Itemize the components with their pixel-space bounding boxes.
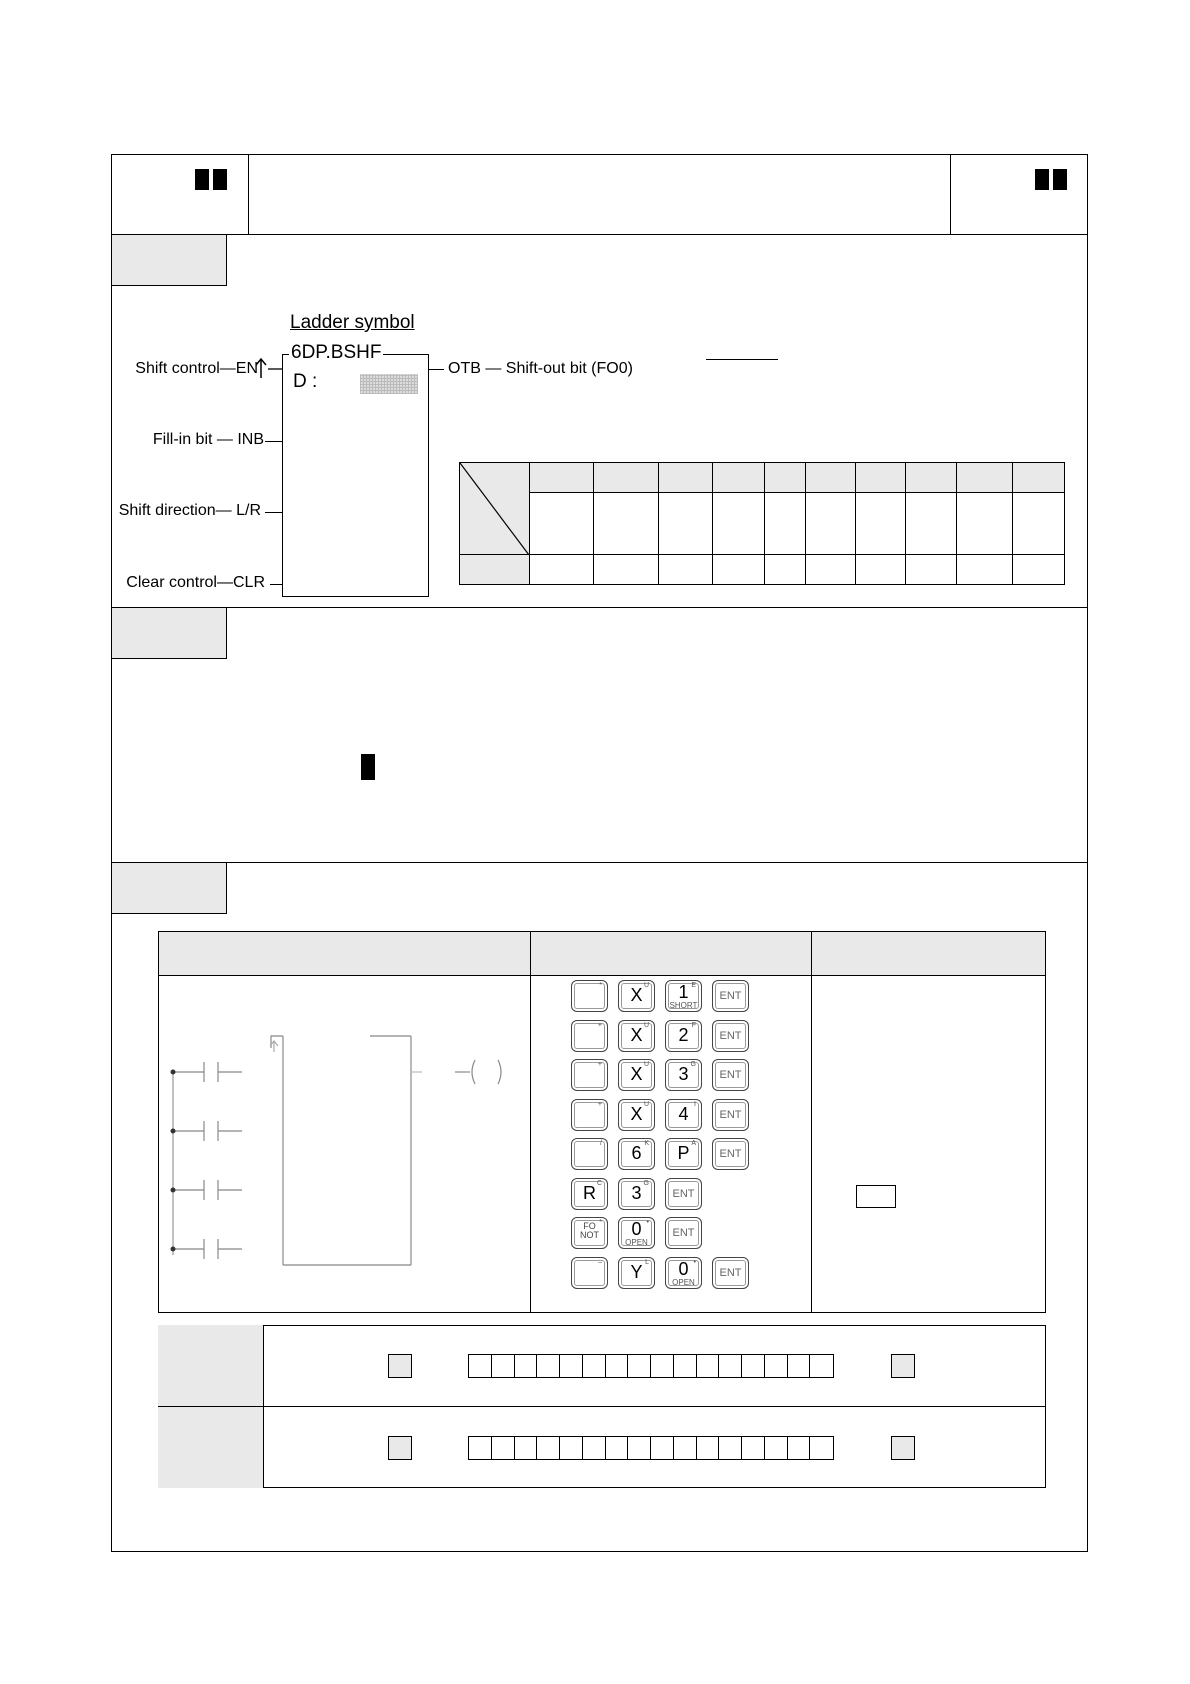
keypad-key-label: 0 — [678, 1258, 689, 1279]
fill-in-bit-box — [388, 1436, 412, 1460]
keypad-key-label: 0 — [631, 1219, 642, 1239]
keypad-key-sub: OPEN — [625, 1238, 648, 1247]
keypad-key-sup: U — [643, 1061, 649, 1068]
keypad-key[interactable] — [712, 1020, 749, 1052]
header-right-divider — [950, 154, 951, 234]
operand-label: D : — [293, 371, 318, 392]
keypad-key-sup: U — [643, 1100, 649, 1108]
keypad-key-label: 3 — [678, 1064, 689, 1084]
keypad-key-label: X — [630, 1103, 643, 1124]
bit-cell — [469, 1437, 492, 1459]
bit-cell — [537, 1355, 560, 1377]
keypad-key-label: ENT — [719, 1069, 742, 1081]
bit-cell — [810, 1355, 833, 1377]
bit-cell — [606, 1437, 629, 1459]
example-table-header — [158, 931, 1046, 976]
keypad-key-label: FO NOT — [580, 1221, 599, 1240]
keypad-sequence — [571, 980, 781, 1300]
bit-cell — [492, 1437, 515, 1459]
bit-cell — [742, 1355, 765, 1377]
keypad-key[interactable] — [571, 1059, 608, 1091]
section-tab-1 — [111, 234, 227, 286]
header-divider — [111, 234, 1088, 235]
keypad-key-sup: I — [694, 1100, 696, 1108]
bit-cell — [583, 1437, 606, 1459]
column-divider — [530, 931, 531, 1313]
keypad-key[interactable] — [665, 1217, 702, 1249]
keypad-key-label: 1 — [678, 982, 689, 1002]
operand-table — [459, 462, 1065, 585]
bit-cell — [515, 1355, 538, 1377]
pin-lr-label: Shift direction— L/R — [118, 502, 261, 519]
keypad-key[interactable] — [712, 1099, 749, 1131]
pin-line — [265, 441, 282, 442]
keypad-key[interactable] — [665, 1178, 702, 1210]
redacted-mark — [195, 169, 209, 190]
pin-inb-label: Fill-in bit — INB — [152, 431, 264, 448]
bit-cell — [697, 1355, 720, 1377]
bit-cell — [719, 1355, 742, 1377]
bit-cell — [674, 1437, 697, 1459]
header-left-divider — [248, 154, 249, 234]
keypad-key[interactable] — [571, 1020, 608, 1052]
section-tab-2 — [111, 607, 227, 659]
keypad-key-sup: G — [643, 1179, 649, 1187]
keypad-key[interactable] — [618, 1178, 655, 1210]
shift-out-bit-box — [891, 1354, 915, 1378]
bit-cell — [742, 1437, 765, 1459]
keypad-key-sup: F — [691, 1021, 696, 1029]
section-divider — [111, 607, 1088, 608]
keypad-key-label: ENT — [672, 1227, 695, 1239]
bit-cell — [515, 1437, 538, 1459]
keypad-key-label: ENT — [719, 1148, 742, 1160]
keypad-key[interactable] — [618, 1099, 655, 1131]
bit-cell — [765, 1355, 788, 1377]
column-divider — [811, 931, 812, 1313]
ladder-example-diagram — [160, 1030, 520, 1280]
keypad-key[interactable] — [665, 1099, 702, 1131]
keypad-key[interactable] — [712, 1059, 749, 1091]
bit-cell — [537, 1437, 560, 1459]
keypad-key[interactable] — [571, 1217, 608, 1249]
keypad-key-label: ENT — [719, 1108, 742, 1121]
keypad-key-sup: • — [646, 1219, 649, 1226]
keypad-key[interactable] — [618, 1059, 655, 1091]
bit-cell — [719, 1437, 742, 1459]
redacted-mark — [1035, 169, 1049, 190]
keypad-key-sup: U — [643, 982, 649, 989]
bit-cell — [788, 1437, 811, 1459]
keypad-key-sup: / — [600, 1140, 602, 1147]
bit-cell — [674, 1355, 697, 1377]
fill-in-bit-box — [388, 1354, 412, 1378]
keypad-key-sup: * — [599, 1219, 602, 1226]
keypad-key[interactable] — [618, 980, 655, 1012]
keypad-key-sub: OPEN — [672, 1277, 695, 1287]
bit-cell — [788, 1355, 811, 1377]
function-name: 6DP.BSHF — [291, 342, 382, 363]
redacted-mark — [361, 754, 375, 780]
operand-field[interactable] — [360, 374, 418, 394]
keypad-key-sup: U — [643, 1021, 649, 1029]
keypad-key-label: Y — [630, 1261, 643, 1282]
keypad-key-sup: G — [690, 1061, 696, 1068]
keypad-key-sup: E — [691, 982, 696, 989]
keypad-key-label: R — [583, 1182, 596, 1203]
bit-cell — [810, 1437, 833, 1459]
bit-cell — [606, 1355, 629, 1377]
redacted-mark — [213, 169, 227, 190]
bit-register-row-2 — [468, 1436, 834, 1460]
bit-register-row-1 — [468, 1354, 834, 1378]
bit-cell — [697, 1437, 720, 1459]
keypad-key-label: P — [677, 1143, 690, 1163]
keypad-key-sup: – — [598, 1258, 602, 1266]
keypad-key[interactable] — [571, 980, 608, 1012]
keypad-key-label: ENT — [719, 990, 742, 1002]
keypad-key[interactable] — [618, 1217, 655, 1249]
keypad-key[interactable] — [618, 1257, 655, 1289]
pin-line — [265, 512, 282, 513]
keypad-key[interactable] — [712, 1138, 749, 1170]
keypad-key-label: 3 — [631, 1182, 642, 1203]
keypad-key[interactable] — [665, 1138, 702, 1170]
keypad-key-sup: + — [597, 1061, 602, 1068]
keypad-key-sup: A — [691, 1140, 696, 1147]
keypad-key-sup: • — [693, 1258, 696, 1266]
ladder-symbol-title: Ladder symbol — [290, 312, 415, 333]
keypad-key-sup: + — [597, 1021, 602, 1029]
keypad-key-sup: * — [599, 982, 602, 989]
keypad-key-label: X — [630, 1024, 643, 1045]
table-corner-cell — [460, 463, 530, 555]
keypad-key[interactable] — [665, 1020, 702, 1052]
keypad-key[interactable] — [571, 1138, 608, 1170]
keypad-key-sub: SHORT — [669, 1001, 698, 1010]
bit-cell — [628, 1355, 651, 1377]
keypad-key-sup: L — [645, 1258, 649, 1266]
keypad-key[interactable] — [665, 1257, 702, 1289]
result-value-box — [856, 1185, 896, 1208]
bit-cell — [651, 1355, 674, 1377]
keypad-key-label: ENT — [672, 1187, 695, 1200]
keypad-key[interactable] — [571, 1099, 608, 1131]
keypad-key-sup: C — [596, 1179, 602, 1187]
keypad-key[interactable] — [665, 980, 702, 1012]
keypad-key-label: ENT — [719, 1266, 742, 1279]
pin-line — [270, 584, 282, 585]
keypad-key-label: 2 — [678, 1024, 689, 1045]
pin-otb-label: OTB — Shift-out bit (FO0) — [448, 360, 633, 377]
shift-out-bit-box — [891, 1436, 915, 1460]
keypad-key-label: X — [630, 985, 643, 1005]
section-tab-3 — [111, 862, 227, 914]
contact-icon — [173, 1062, 242, 1082]
keypad-key[interactable] — [571, 1257, 608, 1289]
pin-en-label: Shift control—EN — [135, 360, 258, 377]
keypad-key[interactable] — [712, 1257, 749, 1289]
bit-cell — [560, 1355, 583, 1377]
keypad-key[interactable] — [618, 1020, 655, 1052]
keypad-key-sup: K — [644, 1140, 649, 1147]
bit-cell — [628, 1437, 651, 1459]
bit-cell — [583, 1355, 606, 1377]
bit-cell — [492, 1355, 515, 1377]
pin-clr-label: Clear control—CLR — [126, 574, 265, 591]
bit-cell — [560, 1437, 583, 1459]
keypad-key[interactable] — [618, 1138, 655, 1170]
section-divider — [111, 862, 1088, 863]
keypad-key[interactable] — [712, 980, 749, 1012]
bit-cell — [469, 1355, 492, 1377]
rising-edge-arrow-icon — [254, 356, 284, 380]
underline-mark — [706, 359, 778, 360]
redacted-mark — [1053, 169, 1067, 190]
bit-cell — [765, 1437, 788, 1459]
keypad-key[interactable] — [665, 1059, 702, 1091]
keypad-key-label: X — [630, 1064, 643, 1084]
keypad-key-label: ENT — [719, 1029, 742, 1042]
keypad-key-label: 6 — [631, 1143, 642, 1163]
keypad-key[interactable] — [571, 1178, 608, 1210]
row-divider — [158, 1406, 1046, 1407]
keypad-key-label: 4 — [678, 1103, 689, 1124]
keypad-key-sup: + — [597, 1100, 602, 1108]
bit-cell — [651, 1437, 674, 1459]
coil-icon — [472, 1060, 501, 1084]
pin-line — [429, 369, 444, 370]
